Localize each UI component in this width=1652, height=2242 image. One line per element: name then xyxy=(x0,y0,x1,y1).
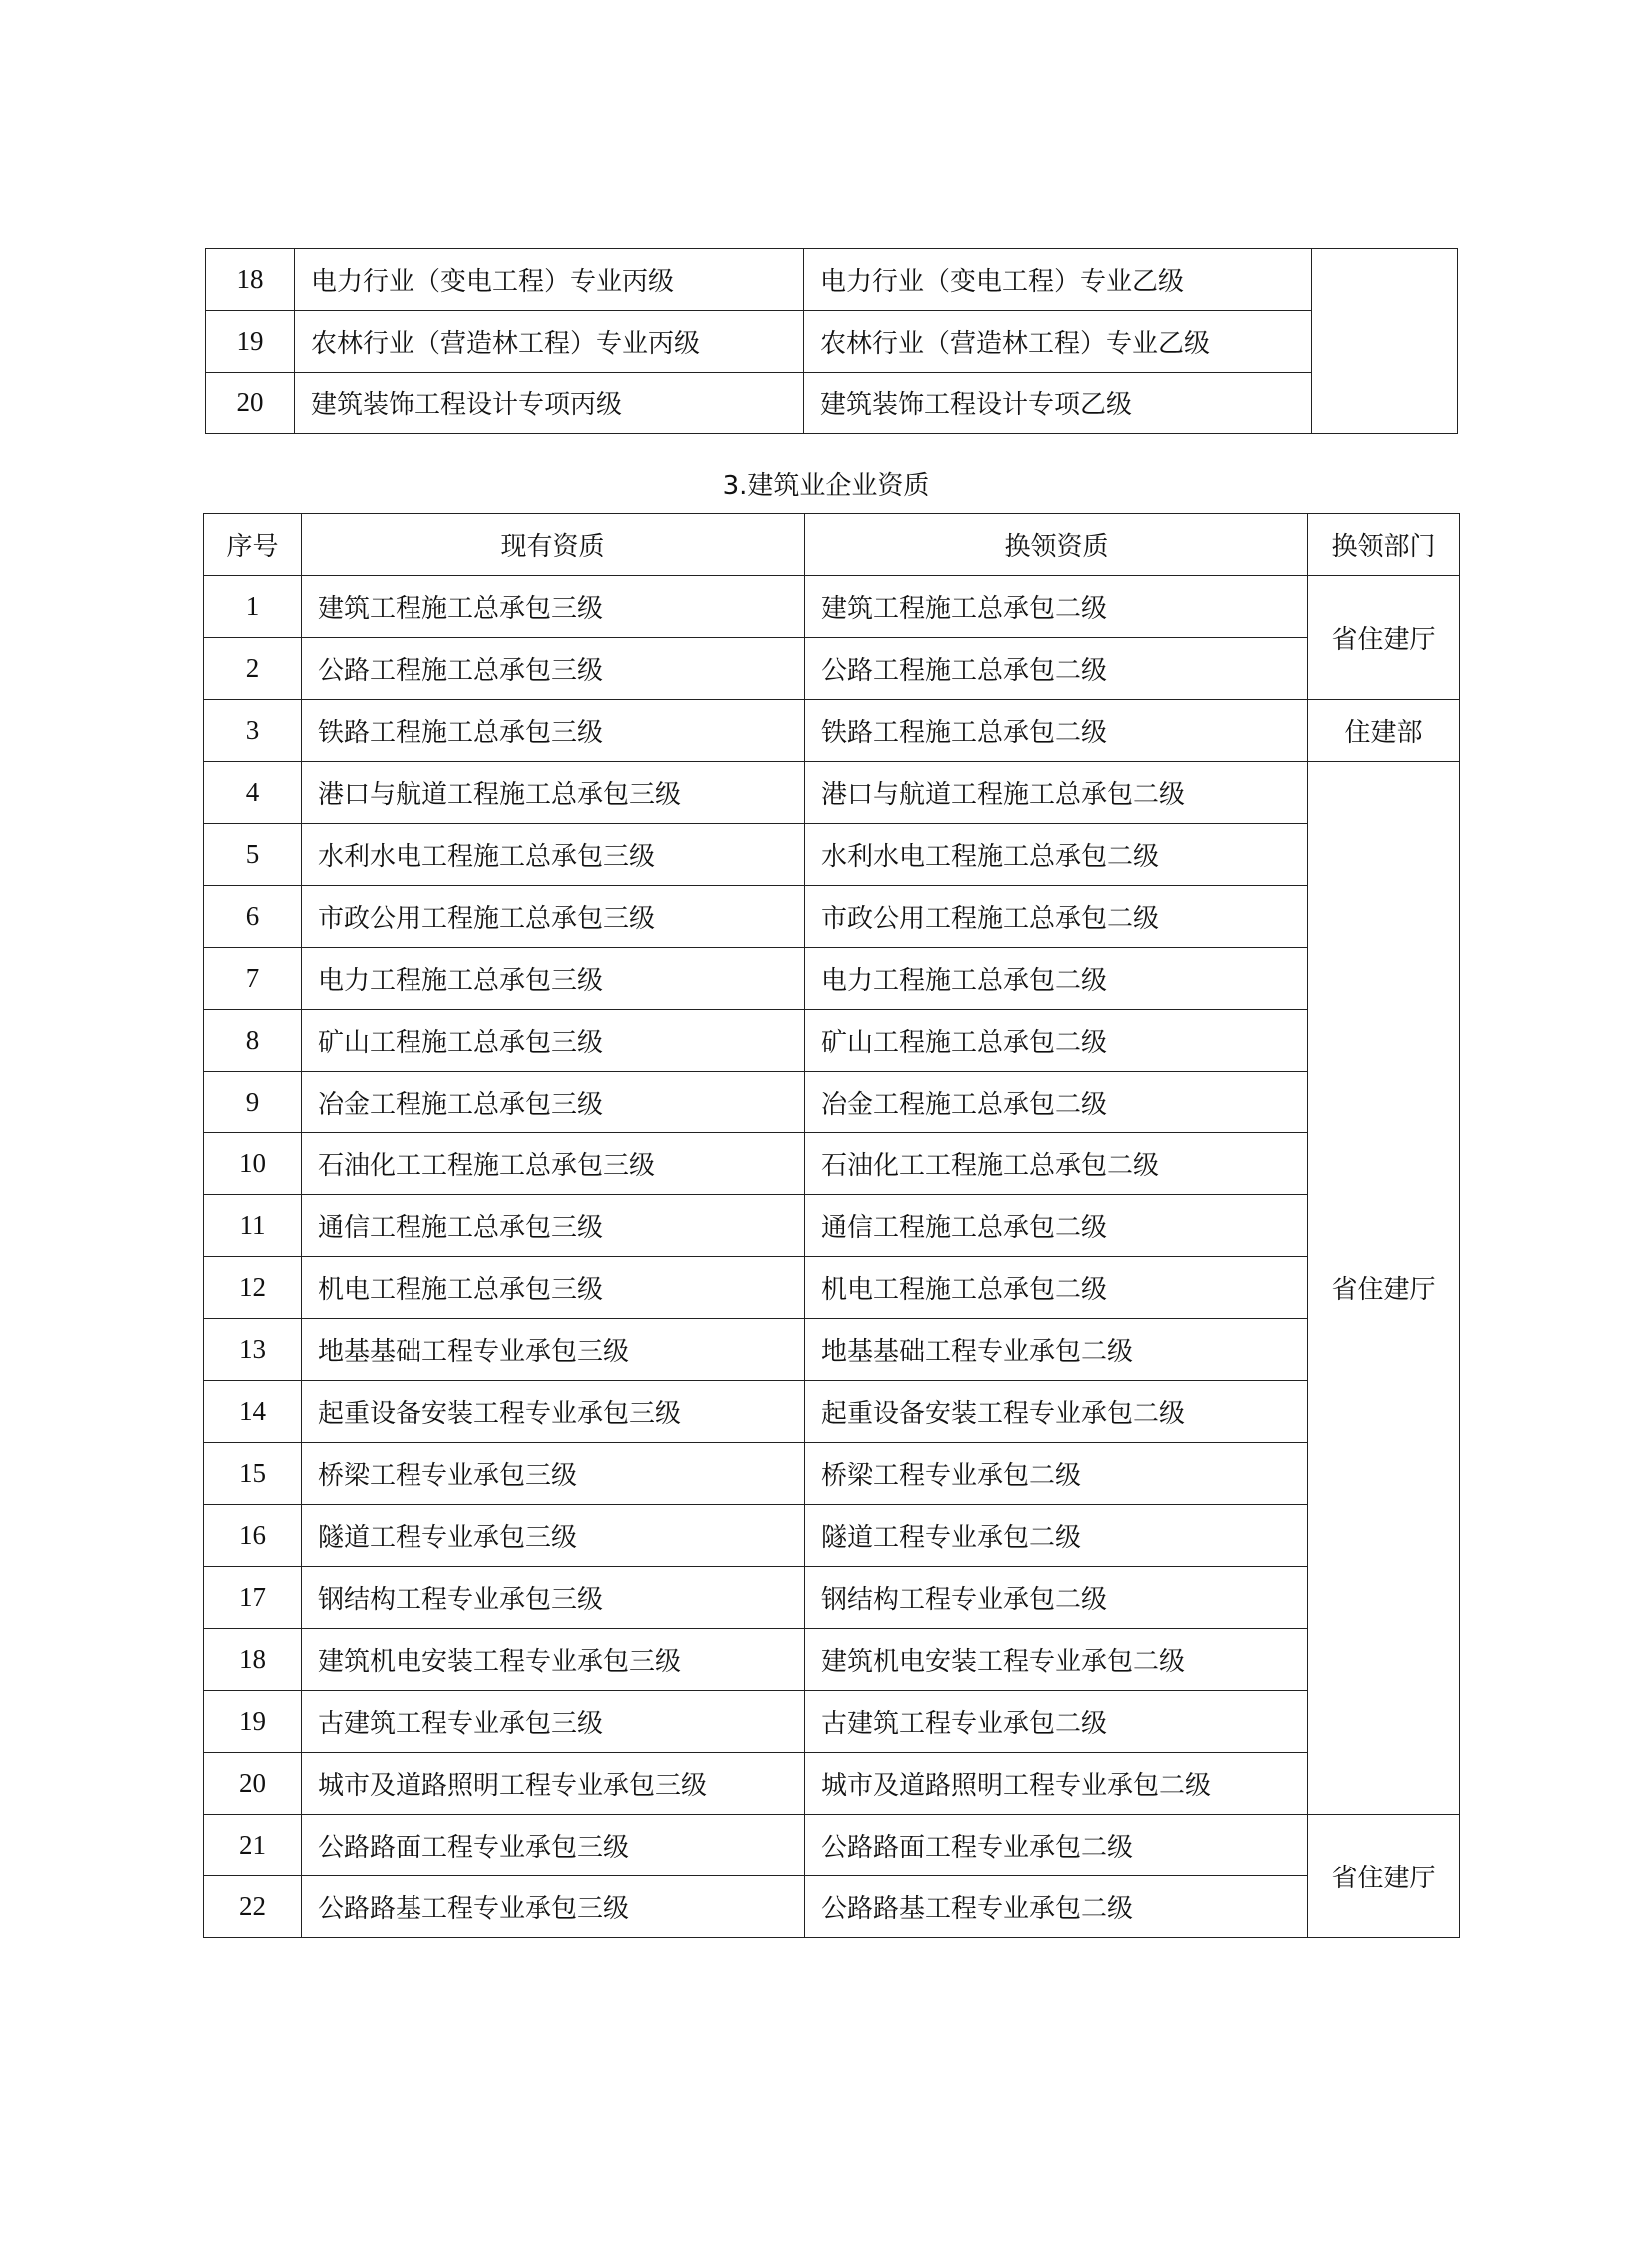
renewed-qualification: 古建筑工程专业承包二级 xyxy=(805,1691,1308,1753)
row-number: 2 xyxy=(204,638,302,700)
current-qualification: 起重设备安装工程专业承包三级 xyxy=(302,1381,805,1443)
row-number: 20 xyxy=(206,373,295,434)
previous-table xyxy=(205,248,1458,434)
row-number: 10 xyxy=(204,1133,302,1195)
renewed-qualification: 铁路工程施工总承包二级 xyxy=(805,700,1308,762)
renewed-qualification: 起重设备安装工程专业承包二级 xyxy=(805,1381,1308,1443)
table-row xyxy=(204,824,1460,886)
renewed-qualification: 机电工程施工总承包二级 xyxy=(805,1257,1308,1319)
row-number: 3 xyxy=(204,700,302,762)
current-qualification: 建筑装饰工程设计专项丙级 xyxy=(295,373,804,434)
department-cell xyxy=(1312,249,1458,434)
header-number: 序号 xyxy=(204,514,302,576)
renewed-qualification: 城市及道路照明工程专业承包二级 xyxy=(805,1753,1308,1815)
table-row xyxy=(204,1691,1460,1753)
renewed-qualification: 通信工程施工总承包二级 xyxy=(805,1195,1308,1257)
qualification-table xyxy=(203,513,1460,1938)
table-row xyxy=(204,948,1460,1010)
department-cell: 省住建厅 xyxy=(1308,576,1460,700)
renewed-qualification: 建筑装饰工程设计专项乙级 xyxy=(804,373,1312,434)
table-row xyxy=(206,373,1458,434)
row-number: 19 xyxy=(204,1691,302,1753)
renewed-qualification: 钢结构工程专业承包二级 xyxy=(805,1567,1308,1629)
row-number: 18 xyxy=(204,1629,302,1691)
department-cell: 住建部 xyxy=(1308,700,1460,762)
renewed-qualification: 公路路基工程专业承包二级 xyxy=(805,1876,1308,1938)
department-cell: 省住建厅 xyxy=(1308,1815,1460,1938)
table-row xyxy=(206,311,1458,373)
table-row xyxy=(204,1443,1460,1505)
renewed-qualification: 桥梁工程专业承包二级 xyxy=(805,1443,1308,1505)
current-qualification: 石油化工工程施工总承包三级 xyxy=(302,1133,805,1195)
renewed-qualification: 石油化工工程施工总承包二级 xyxy=(805,1133,1308,1195)
current-qualification: 通信工程施工总承包三级 xyxy=(302,1195,805,1257)
current-qualification: 钢结构工程专业承包三级 xyxy=(302,1567,805,1629)
row-number: 21 xyxy=(204,1815,302,1876)
department-cell: 省住建厅 xyxy=(1308,762,1460,1815)
current-qualification: 冶金工程施工总承包三级 xyxy=(302,1072,805,1133)
renewed-qualification: 隧道工程专业承包二级 xyxy=(805,1505,1308,1567)
current-qualification: 公路路面工程专业承包三级 xyxy=(302,1815,805,1876)
row-number: 11 xyxy=(204,1195,302,1257)
table-row xyxy=(204,886,1460,948)
row-number: 14 xyxy=(204,1381,302,1443)
row-number: 18 xyxy=(206,249,295,311)
table-row xyxy=(204,700,1460,762)
current-qualification: 机电工程施工总承包三级 xyxy=(302,1257,805,1319)
table-row xyxy=(204,1629,1460,1691)
row-number: 13 xyxy=(204,1319,302,1381)
row-number: 8 xyxy=(204,1010,302,1072)
row-number: 9 xyxy=(204,1072,302,1133)
header-department: 换领部门 xyxy=(1308,514,1460,576)
current-qualification: 地基基础工程专业承包三级 xyxy=(302,1319,805,1381)
renewed-qualification: 港口与航道工程施工总承包二级 xyxy=(805,762,1308,824)
row-number: 4 xyxy=(204,762,302,824)
table-row xyxy=(204,1815,1460,1876)
renewed-qualification: 水利水电工程施工总承包二级 xyxy=(805,824,1308,886)
renewed-qualification: 电力行业（变电工程）专业乙级 xyxy=(804,249,1312,311)
renewed-qualification: 地基基础工程专业承包二级 xyxy=(805,1319,1308,1381)
table-row xyxy=(204,1195,1460,1257)
current-qualification: 水利水电工程施工总承包三级 xyxy=(302,824,805,886)
renewed-qualification: 市政公用工程施工总承包二级 xyxy=(805,886,1308,948)
renewed-qualification: 冶金工程施工总承包二级 xyxy=(805,1072,1308,1133)
renewed-qualification: 公路路面工程专业承包二级 xyxy=(805,1815,1308,1876)
row-number: 22 xyxy=(204,1876,302,1938)
renewed-qualification: 建筑机电安装工程专业承包二级 xyxy=(805,1629,1308,1691)
current-qualification: 铁路工程施工总承包三级 xyxy=(302,700,805,762)
row-number: 1 xyxy=(204,576,302,638)
current-qualification: 隧道工程专业承包三级 xyxy=(302,1505,805,1567)
row-number: 5 xyxy=(204,824,302,886)
row-number: 7 xyxy=(204,948,302,1010)
current-qualification: 港口与航道工程施工总承包三级 xyxy=(302,762,805,824)
current-qualification: 古建筑工程专业承包三级 xyxy=(302,1691,805,1753)
table-row xyxy=(206,249,1458,311)
current-qualification: 电力行业（变电工程）专业丙级 xyxy=(295,249,804,311)
table-row xyxy=(204,762,1460,824)
renewed-qualification: 农林行业（营造林工程）专业乙级 xyxy=(804,311,1312,373)
current-qualification: 桥梁工程专业承包三级 xyxy=(302,1443,805,1505)
renewed-qualification: 电力工程施工总承包二级 xyxy=(805,948,1308,1010)
table-row xyxy=(204,576,1460,638)
table-row xyxy=(204,1505,1460,1567)
table-header-row xyxy=(204,514,1460,576)
table-row xyxy=(204,1876,1460,1938)
table-row xyxy=(204,638,1460,700)
row-number: 15 xyxy=(204,1443,302,1505)
row-number: 20 xyxy=(204,1753,302,1815)
section-title: 3.建筑业企业资质 xyxy=(722,471,930,501)
renewed-qualification: 建筑工程施工总承包二级 xyxy=(805,576,1308,638)
table-row xyxy=(204,1567,1460,1629)
current-qualification: 公路路基工程专业承包三级 xyxy=(302,1876,805,1938)
table-row xyxy=(204,1010,1460,1072)
table-row xyxy=(204,1257,1460,1319)
table-row xyxy=(204,1381,1460,1443)
current-qualification: 城市及道路照明工程专业承包三级 xyxy=(302,1753,805,1815)
header-renewed: 换领资质 xyxy=(805,514,1308,576)
current-qualification: 公路工程施工总承包三级 xyxy=(302,638,805,700)
table-row xyxy=(204,1319,1460,1381)
renewed-qualification: 矿山工程施工总承包二级 xyxy=(805,1010,1308,1072)
row-number: 12 xyxy=(204,1257,302,1319)
current-qualification: 矿山工程施工总承包三级 xyxy=(302,1010,805,1072)
current-qualification: 电力工程施工总承包三级 xyxy=(302,948,805,1010)
current-qualification: 建筑机电安装工程专业承包三级 xyxy=(302,1629,805,1691)
table-row xyxy=(204,1072,1460,1133)
row-number: 6 xyxy=(204,886,302,948)
current-qualification: 市政公用工程施工总承包三级 xyxy=(302,886,805,948)
table-row xyxy=(204,1753,1460,1815)
row-number: 17 xyxy=(204,1567,302,1629)
row-number: 19 xyxy=(206,311,295,373)
current-qualification: 建筑工程施工总承包三级 xyxy=(302,576,805,638)
table-row xyxy=(204,1133,1460,1195)
renewed-qualification: 公路工程施工总承包二级 xyxy=(805,638,1308,700)
row-number: 16 xyxy=(204,1505,302,1567)
header-current: 现有资质 xyxy=(302,514,805,576)
current-qualification: 农林行业（营造林工程）专业丙级 xyxy=(295,311,804,373)
